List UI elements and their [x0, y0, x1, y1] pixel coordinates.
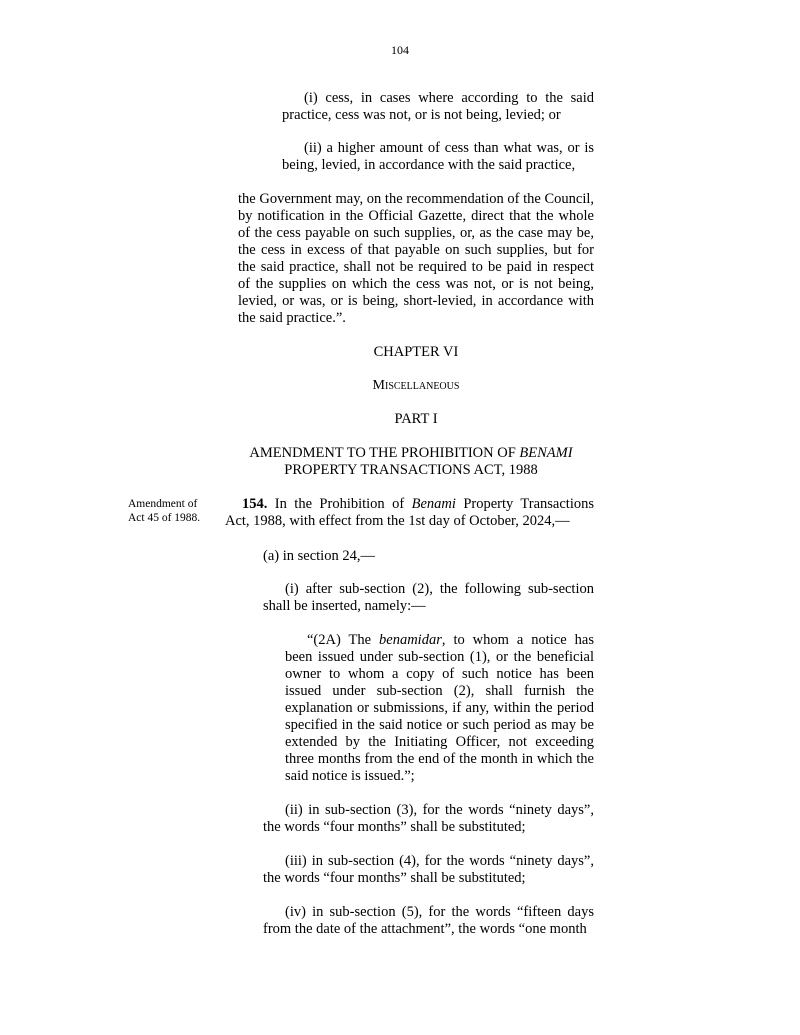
margin-note — [128, 497, 218, 525]
sub-item-iv: (iv) in sub-section (5), for the words “fifteen days from the date of the attachment”, the words “one month — [263, 904, 594, 937]
item-a: (a) in section 24,— — [263, 548, 375, 564]
section-italic-benami: Benami — [411, 496, 456, 512]
quoted-sub-section-2A — [285, 632, 594, 785]
quote-prefix: “(2A) The — [307, 632, 380, 648]
sub-item-iii: (iii) in sub-section (4), for the words “ninety days”, the words “four months” shall be substituted; — [263, 853, 594, 886]
quote-rest: , to whom a notice has been issued under sub-section (1), or the beneficial owner to whom a copy of such notice has been issued under sub-section (2), shall furnish the explanation or submissions, if any, within the period specified in the said notice or such period as may be extended by the Initiating Officer, not exceeding three months from the end of the month in which the said notice is issued.”; — [285, 632, 594, 784]
section-text-after: Property Transactions Act, 1988, with effect from the 1st day of October, 2024,— — [225, 496, 594, 529]
amendment-heading-line2: PROPERTY TRANSACTIONS ACT, 1988 — [284, 462, 538, 478]
clause-ii-higher-amount: (ii) a higher amount of cess than what was, or is being, levied, in accordance with the said practice, — [282, 140, 594, 173]
amendment-heading-prefix: AMENDMENT TO THE PROHIBITION OF — [249, 445, 520, 461]
sub-item-ii: (ii) in sub-section (3), for the words “ninety days”, the words “four months” shall be substituted; — [263, 802, 594, 835]
part-heading: PART I — [394, 411, 438, 427]
amendment-heading-italic: BENAMI — [519, 445, 573, 461]
margin-note-line2: Act 45 of 1988. — [128, 512, 201, 524]
margin-note-line1: Amendment of — [128, 498, 198, 510]
sub-item-i: (i) after sub-section (2), the following sub-section shall be inserted, namely:— — [263, 581, 594, 614]
section-text-before: In the Prohibition of — [267, 496, 412, 512]
clause-i-cess: (i) cess, in cases where according to the said practice, cess was not, or is not being, levied; or — [282, 90, 594, 123]
government-paragraph: the Government may, on the recommendation of the Council, by notification in the Official Gazette, direct that the whole of the cess payable on such supplies, or, as the case may be, the cess in excess of that payable on such supplies, but for the said practice, shall not be required to be paid in respect of the supplies on which the cess was not, or is not being, levied, or was, or is being, short-levied, in accordance with the said practice.”. — [238, 191, 594, 326]
chapter-heading: CHAPTER VI — [373, 344, 459, 360]
quote-italic-benamidar: benamidar — [379, 632, 442, 648]
amendment-heading — [228, 445, 594, 479]
chapter-subtitle: Miscellaneous — [372, 378, 460, 393]
section-number: 154. — [242, 496, 268, 512]
page-number: 104 — [391, 43, 409, 57]
section-154 — [225, 496, 594, 530]
